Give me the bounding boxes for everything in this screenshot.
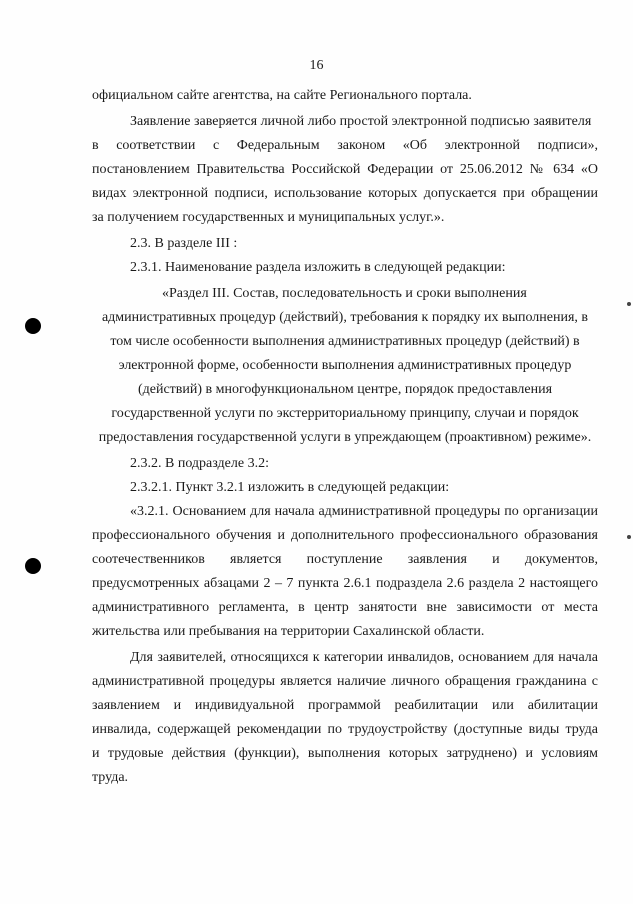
punch-hole	[25, 558, 41, 574]
quote-line: государственной услуги по экстерриториальному принципу, случаи и порядок	[111, 406, 579, 421]
paragraph-line: инвалида, содержащей рекомендации по трудоустройству (доступные виды труда	[92, 722, 598, 737]
section-heading: 2.3.2. В подразделе 3.2:	[130, 456, 269, 471]
paragraph-line: административного регламента, в центр занятости вне зависимости от места	[92, 600, 598, 615]
quote-line: том числе особенности выполнения административных процедур (действий) в	[110, 334, 580, 349]
paragraph-line: за получением государственных и муниципальных услуг.».	[92, 210, 445, 225]
paragraph-line: в соответствии с Федеральным законом «Об электронной подписи»,	[92, 138, 598, 153]
quote-line: электронной форме, особенности выполнения административных процедур	[118, 358, 572, 373]
paragraph-line: профессионального обучения и дополнительного профессионального образования	[92, 528, 598, 543]
paragraph-line: видах электронной подписи, использование которых допускается при обращении	[92, 186, 598, 201]
quote-line: (действий) в многофункциональном центре, порядок предоставления	[137, 382, 553, 397]
paragraph-line: жительства или пребывания на территории Сахалинской области.	[92, 624, 485, 639]
paragraph-line: соотечественников является поступление заявления и документов,	[92, 552, 598, 567]
paragraph-line: Для заявителей, относящихся к категории инвалидов, основанием для начала	[130, 650, 598, 665]
scan-mark	[627, 535, 631, 539]
paragraph-line: предусмотренных абзацами 2 – 7 пункта 2.6.1 подраздела 2.6 раздела 2 настоящего	[92, 576, 598, 591]
paragraph-line: официальном сайте агентства, на сайте Регионального портала.	[92, 88, 472, 103]
paragraph-line: административной процедуры является наличие личного обращения гражданина с	[92, 674, 598, 689]
quote-line: предоставления государственной услуги в упреждающем (проактивном) режиме».	[98, 430, 592, 445]
section-heading: 2.3.1. Наименование раздела изложить в следующей редакции:	[130, 260, 506, 275]
page-number: 16	[309, 58, 324, 73]
paragraph-line: Заявление заверяется личной либо простой электронной подписью заявителя	[130, 114, 592, 129]
quote-line: «Раздел III. Состав, последовательность и сроки выполнения	[162, 286, 527, 301]
quote-line: административных процедур (действий), требования к порядку их выполнения, в	[101, 310, 589, 325]
paragraph-line: «3.2.1. Основанием для начала административной процедуры по организации	[130, 504, 598, 519]
paragraph-line: и трудовые действия (функции), выполнения которых затруднено) и условиям	[92, 746, 598, 761]
paragraph-line: заявлением и индивидуальной программой реабилитации или абилитации	[92, 698, 598, 713]
scan-mark	[627, 302, 631, 306]
punch-hole	[25, 318, 41, 334]
paragraph-line: постановлением Правительства Российской Федерации от 25.06.2012 № 634 «О	[92, 162, 598, 177]
section-heading: 2.3. В разделе III :	[130, 236, 238, 251]
section-heading: 2.3.2.1. Пункт 3.2.1 изложить в следующей редакции:	[130, 480, 450, 495]
paragraph-line: труда.	[92, 770, 129, 785]
